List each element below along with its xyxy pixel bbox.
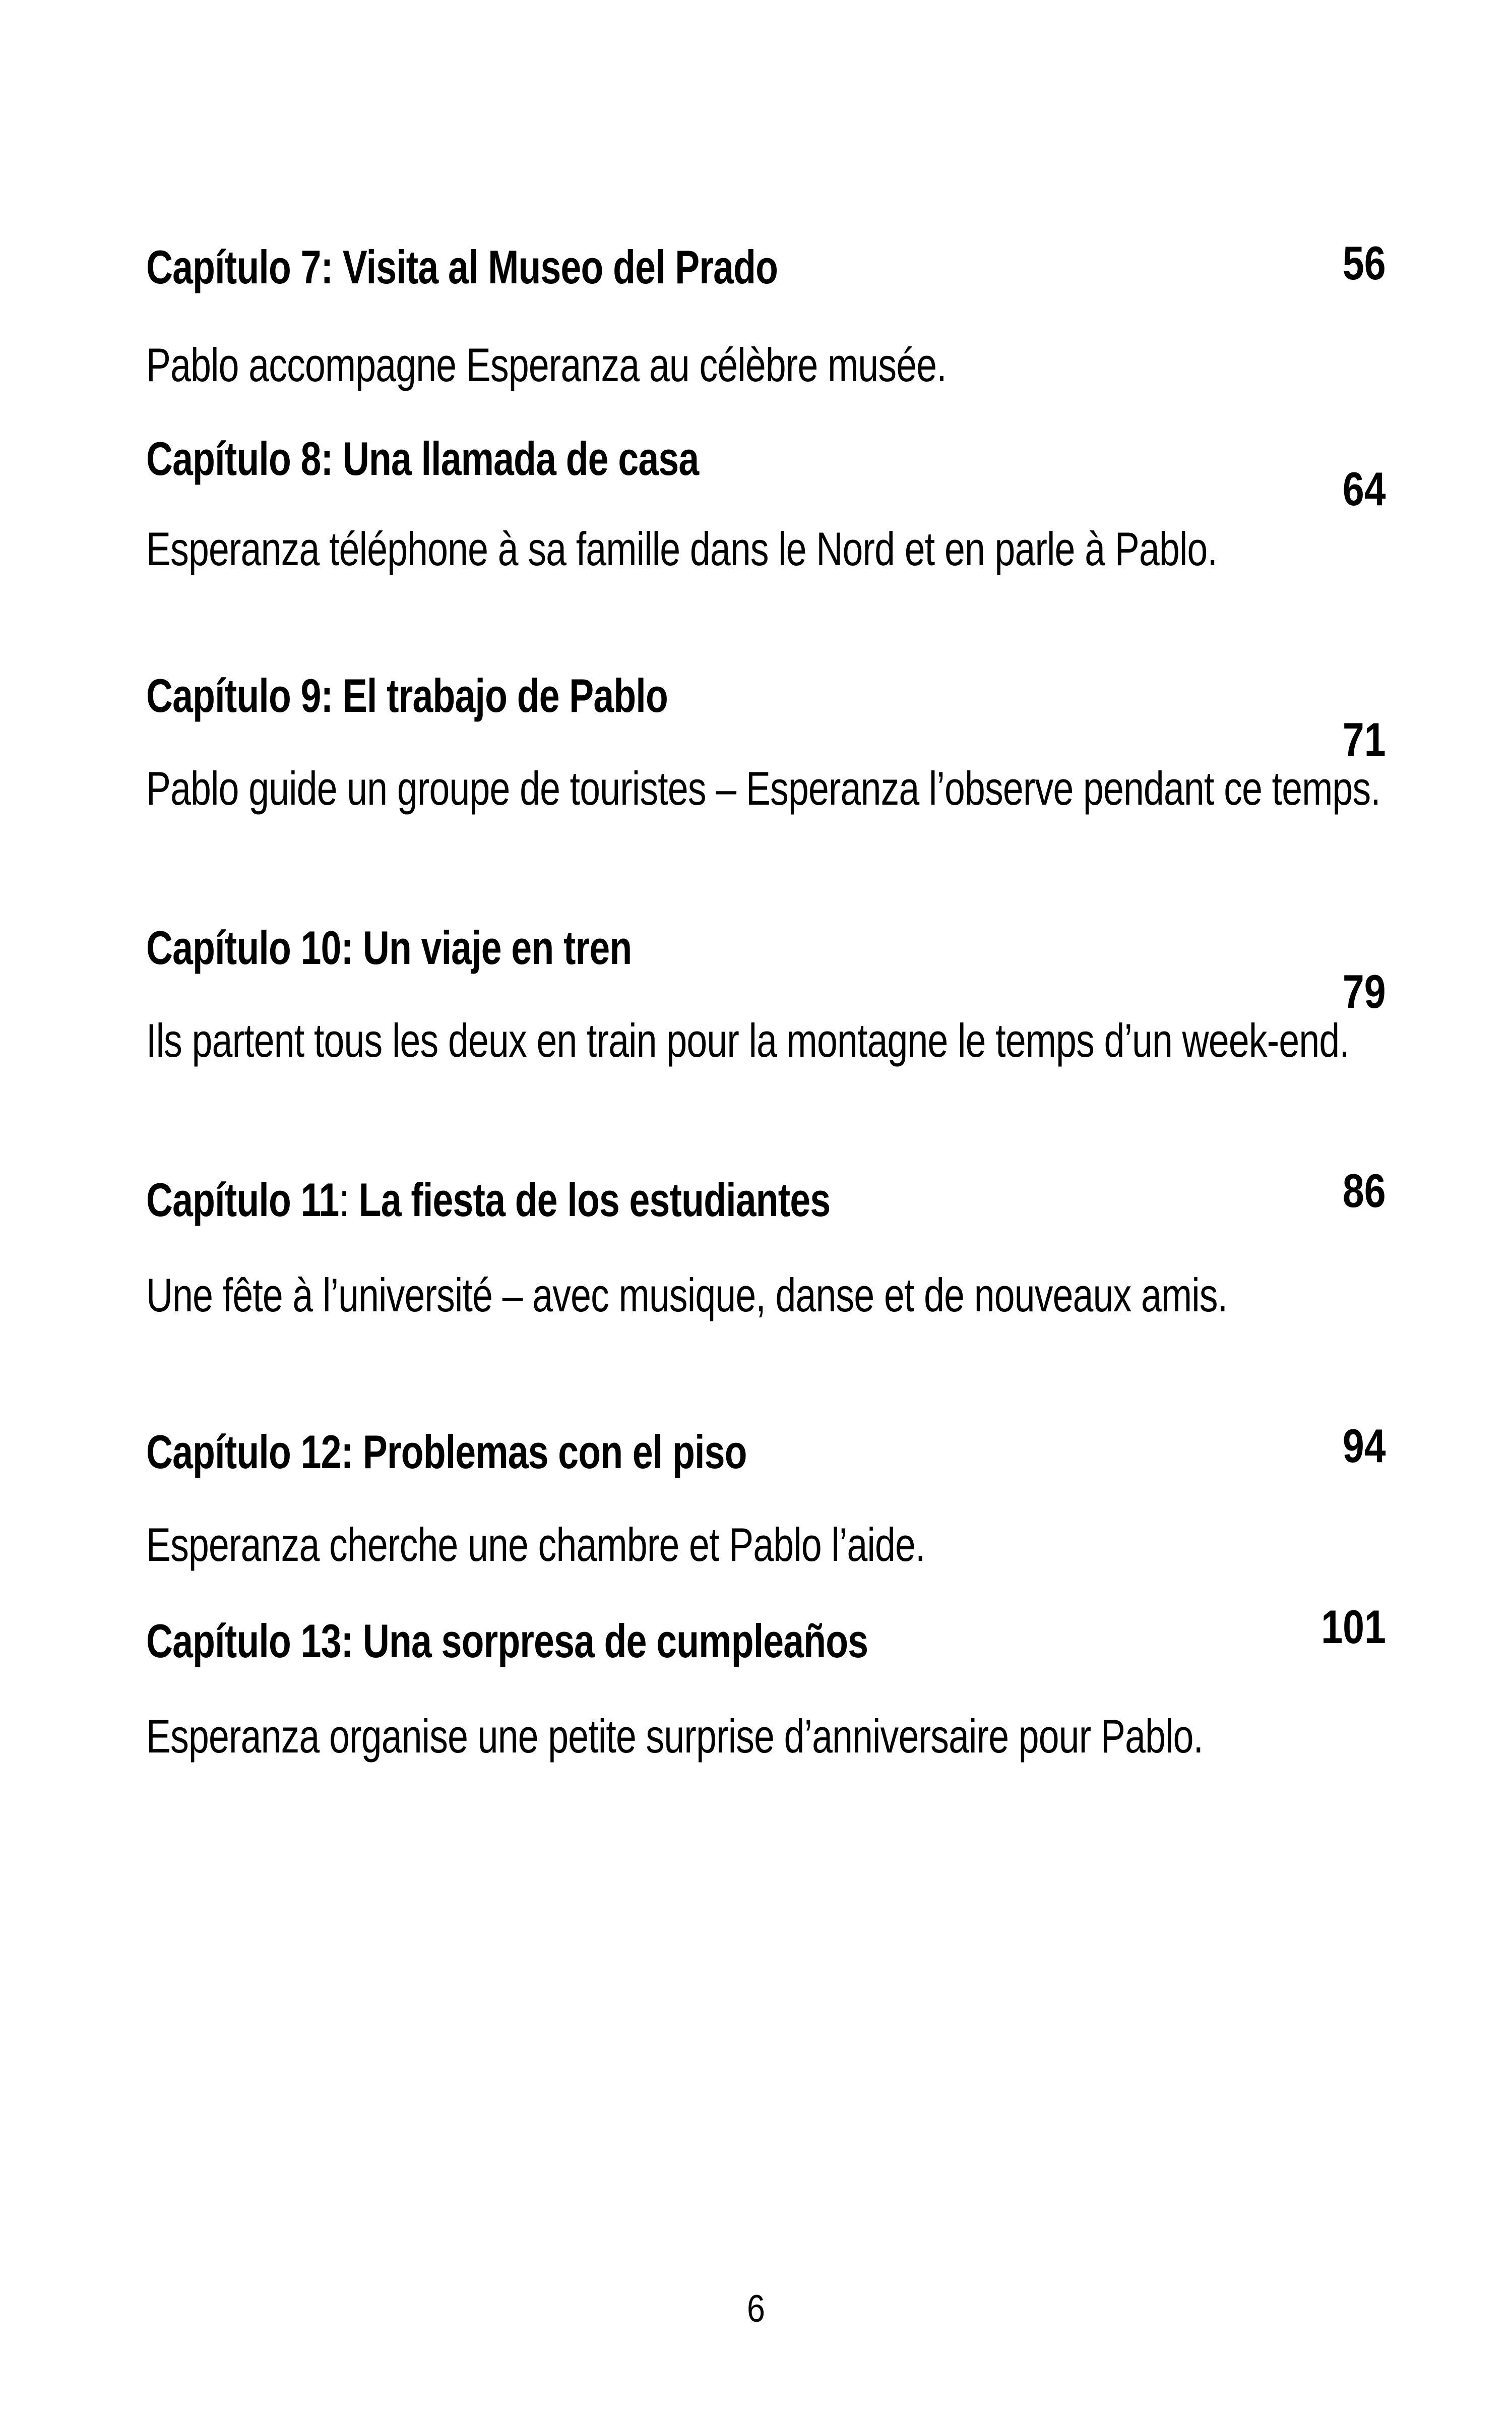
chapter-10-description: Ils partent tous les deux en train pour la montagne le temps d’un week-end.	[146, 1014, 1349, 1067]
chapter-12-title: Capítulo 12: Problemas con el piso	[146, 1425, 747, 1478]
chapter-8-title: Capítulo 8: Una llamada de casa	[146, 432, 699, 485]
chapter-13-page-number: 101	[1321, 1600, 1386, 1653]
chapter-11-title-name: La fiesta de los estudiantes	[358, 1173, 831, 1226]
chapter-9-title: Capítulo 9: El trabajo de Pablo	[146, 669, 668, 722]
chapter-7-description: Pablo accompagne Esperanza au célèbre musée.	[146, 338, 947, 391]
chapter-11-title	[146, 1172, 1011, 1228]
chapter-11-page-number: 86	[1343, 1164, 1386, 1217]
chapter-12-page-number: 94	[1343, 1419, 1386, 1472]
chapter-11-title-number: Capítulo 11	[146, 1173, 339, 1226]
chapter-13-description: Esperanza organise une petite surprise d’anniversaire pour Pablo.	[146, 1710, 1204, 1763]
chapter-13-title: Capítulo 13: Una sorpresa de cumpleaños	[146, 1614, 868, 1667]
chapter-10-title: Capítulo 10: Un viaje en tren	[146, 921, 632, 974]
chapter-8-page-number: 64	[1343, 462, 1386, 515]
page-number-footer: 6	[747, 2287, 765, 2330]
chapter-7-title: Capítulo 7: Visita al Museo del Prado	[146, 240, 778, 293]
chapter-11-title-separator: :	[339, 1173, 359, 1226]
chapter-9-page-number: 71	[1343, 713, 1386, 766]
chapter-10-page-number: 79	[1343, 965, 1386, 1018]
chapter-8-description: Esperanza téléphone à sa famille dans le Nord et en parle à Pablo.	[146, 522, 1218, 575]
chapter-11-description: Une fête à l’université – avec musique, danse et de nouveaux amis.	[146, 1268, 1228, 1321]
chapter-9-description: Pablo guide un groupe de touristes – Esperanza l’observe pendant ce temps.	[146, 762, 1381, 815]
chapter-7-page-number: 56	[1343, 236, 1386, 289]
chapter-12-description: Esperanza cherche une chambre et Pablo l’aide.	[146, 1518, 925, 1571]
